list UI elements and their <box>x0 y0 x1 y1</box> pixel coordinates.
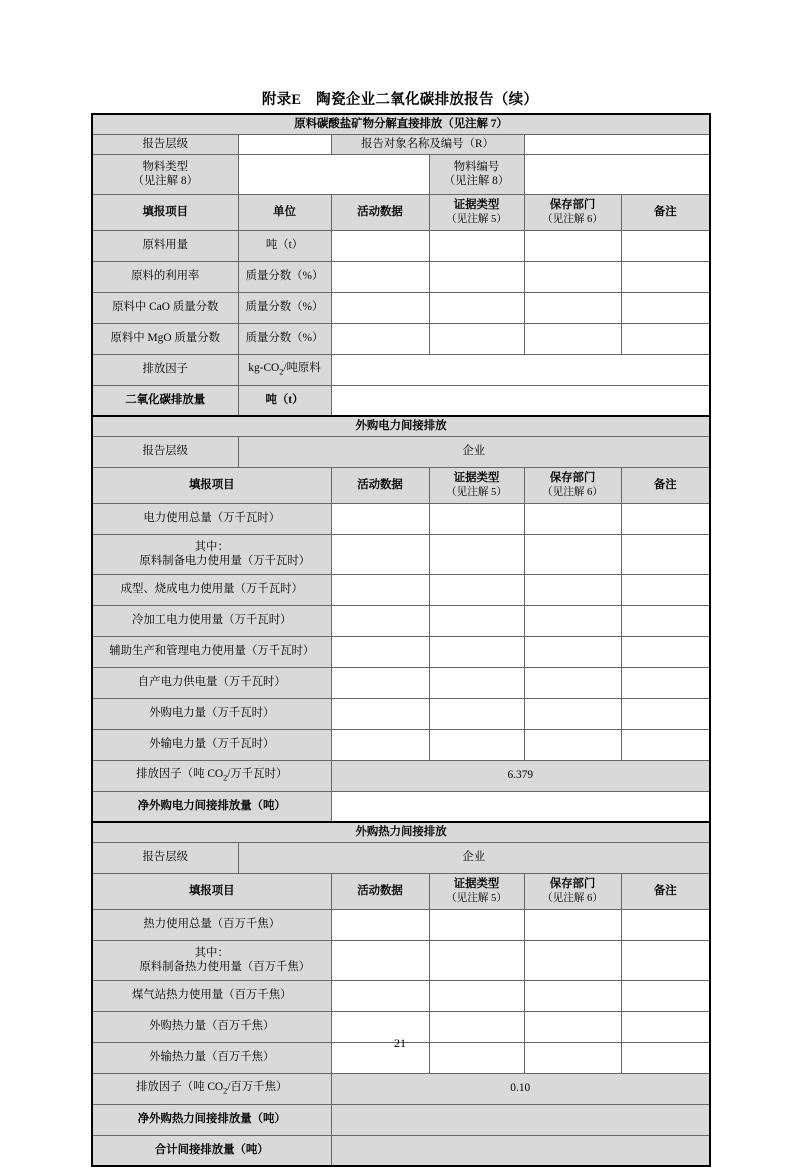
header-evidence-type-text: 证据类型 <box>453 198 500 211</box>
table-row <box>92 636 710 667</box>
section3-report-level-row <box>92 842 710 873</box>
header-department-note: （见注解 6） <box>542 214 603 226</box>
table-row <box>92 909 710 940</box>
total-item-label: 二氧化碳排放量 <box>92 385 238 416</box>
page-title: 附录E 陶瓷企业二氧化碳排放报告（续） <box>261 92 539 108</box>
row-item-label: 煤气站热力使用量（百万千焦） <box>92 980 331 1011</box>
row-activity-input[interactable] <box>331 292 429 323</box>
page-number: 21 <box>394 1036 406 1050</box>
row-activity-input[interactable] <box>331 729 429 760</box>
section3-banner: 外购热力间接排放 <box>92 822 710 842</box>
row-unit-label: 质量分数（%） <box>238 323 331 354</box>
section2-report-level-row <box>92 436 710 467</box>
table-row <box>92 667 710 698</box>
row-item-label-line2: 原料制备电力使用量（万千瓦时） <box>139 555 311 568</box>
header-activity-data: 活动数据 <box>331 873 429 909</box>
header-evidence-type <box>429 873 524 909</box>
row-evidence-input[interactable] <box>429 574 524 605</box>
report-object-input[interactable] <box>524 134 710 154</box>
total-item-label: 净外购热力间接排放量（吨） <box>92 1104 331 1135</box>
material-code-label-line2: （见注解 8） <box>443 175 510 188</box>
section3-banner-row <box>92 822 710 842</box>
report-level-value[interactable]: 企业 <box>238 842 710 873</box>
row-department-input[interactable] <box>524 261 621 292</box>
row-evidence-input[interactable] <box>429 323 524 354</box>
section3-factor-row <box>92 1073 710 1104</box>
header-department-text: 保存部门 <box>549 198 596 211</box>
grand-total-item-label: 合计间接排放量（吨） <box>92 1135 331 1166</box>
row-item-label: 原料的利用率 <box>92 261 238 292</box>
row-evidence-input[interactable] <box>429 230 524 261</box>
header-department <box>524 194 621 230</box>
header-department-note: （见注解 6） <box>542 893 603 905</box>
header-evidence-type-note: （见注解 5） <box>446 487 507 499</box>
row-evidence-input[interactable] <box>429 292 524 323</box>
row-item-label: 外输热力量（百万千焦） <box>92 1042 331 1073</box>
row-remark-input[interactable] <box>621 230 710 261</box>
section3-grand-total-row <box>92 1135 710 1166</box>
row-department-input[interactable] <box>524 636 621 667</box>
table-row <box>92 729 710 760</box>
row-activity-input[interactable] <box>331 940 429 980</box>
row-item-label: 外输电力量（万千瓦时） <box>92 729 331 760</box>
table-row <box>92 534 710 574</box>
table-row <box>92 323 710 354</box>
factor-value: 6.379 <box>331 760 710 791</box>
header-remark: 备注 <box>621 194 710 230</box>
row-department-input[interactable] <box>524 667 621 698</box>
header-evidence-type <box>429 194 524 230</box>
row-evidence-input[interactable] <box>429 940 524 980</box>
table-row <box>92 940 710 980</box>
row-activity-input[interactable] <box>331 261 429 292</box>
row-item-label: 热力使用总量（百万千焦） <box>92 909 331 940</box>
table-row <box>92 605 710 636</box>
header-activity-data: 活动数据 <box>331 194 429 230</box>
section1-report-level-row <box>92 134 710 154</box>
factor-value: 0.10 <box>331 1073 710 1104</box>
row-remark-input[interactable] <box>621 605 710 636</box>
section2-factor-row <box>92 760 710 791</box>
row-evidence-input[interactable] <box>429 980 524 1011</box>
header-evidence-type-text: 证据类型 <box>453 877 500 890</box>
section2-header-row <box>92 467 710 503</box>
header-activity-data: 活动数据 <box>331 467 429 503</box>
row-remark-input[interactable] <box>621 636 710 667</box>
section1-total-row <box>92 385 710 416</box>
factor-item-subscript: 2 <box>223 773 228 783</box>
row-evidence-input[interactable] <box>429 605 524 636</box>
row-remark-input[interactable] <box>621 503 710 534</box>
table-row <box>92 980 710 1011</box>
row-item-label: 自产电力供电量（万千瓦时） <box>92 667 331 698</box>
row-item-label: 成型、烧成电力使用量（万千瓦时） <box>92 574 331 605</box>
section1-header-row <box>92 194 710 230</box>
row-activity-input[interactable] <box>331 667 429 698</box>
row-remark-input[interactable] <box>621 323 710 354</box>
factor-value-input[interactable] <box>331 354 710 385</box>
section1-factor-row <box>92 354 710 385</box>
section1-banner: 原料碳酸盐矿物分解直接排放（见注解 7） <box>92 114 710 134</box>
total-item-label: 净外购电力间接排放量（吨） <box>92 791 331 822</box>
header-department-text: 保存部门 <box>549 877 596 890</box>
section1-material-row <box>92 154 710 194</box>
total-unit-label: 吨（t） <box>238 385 331 416</box>
header-item: 填报项目 <box>92 467 331 503</box>
row-department-input[interactable] <box>524 909 621 940</box>
row-department-input[interactable] <box>524 729 621 760</box>
header-evidence-type-note: （见注解 5） <box>446 893 507 905</box>
row-item-label: 冷加工电力使用量（万千瓦时） <box>92 605 331 636</box>
row-department-input[interactable] <box>524 292 621 323</box>
row-item-label-line1: 其中： <box>194 540 229 553</box>
header-unit: 单位 <box>238 194 331 230</box>
row-evidence-input[interactable] <box>429 909 524 940</box>
row-activity-input[interactable] <box>331 909 429 940</box>
factor-item-suffix: /百万千焦） <box>227 1081 288 1094</box>
row-department-input[interactable] <box>524 230 621 261</box>
row-item-label-line2: 原料制备热力使用量（百万千焦） <box>139 961 311 974</box>
table-row <box>92 503 710 534</box>
section3-header-row <box>92 873 710 909</box>
row-evidence-input[interactable] <box>429 729 524 760</box>
header-remark: 备注 <box>621 873 710 909</box>
row-activity-input[interactable] <box>331 503 429 534</box>
row-activity-input[interactable] <box>331 698 429 729</box>
row-remark-input[interactable] <box>621 729 710 760</box>
factor-item-suffix: /万千瓦时） <box>227 768 288 781</box>
row-remark-input[interactable] <box>621 574 710 605</box>
row-item-label: 原料用量 <box>92 230 238 261</box>
material-type-label-line1: 物料类型 <box>142 160 189 173</box>
header-department <box>524 873 621 909</box>
row-department-input[interactable] <box>524 503 621 534</box>
factor-unit-subscript: 2 <box>279 367 284 377</box>
factor-unit-suffix: /吨原料 <box>283 362 321 375</box>
row-item-label: 原料中 CaO 质量分数 <box>92 292 238 323</box>
row-activity-input[interactable] <box>331 230 429 261</box>
material-code-label <box>429 154 524 194</box>
table-row <box>92 261 710 292</box>
row-department-input[interactable] <box>524 574 621 605</box>
row-evidence-input[interactable] <box>429 261 524 292</box>
row-item-label <box>92 940 331 980</box>
row-evidence-input[interactable] <box>429 667 524 698</box>
section2-banner-row <box>92 416 710 436</box>
factor-item-prefix: 排放因子（吨 CO <box>136 1081 224 1094</box>
row-evidence-input[interactable] <box>429 636 524 667</box>
material-type-label <box>92 154 238 194</box>
row-department-input[interactable] <box>524 605 621 636</box>
row-remark-input[interactable] <box>621 698 710 729</box>
header-evidence-type-note: （见注解 5） <box>446 214 507 226</box>
total-value-input[interactable] <box>331 385 710 416</box>
header-item: 填报项目 <box>92 194 238 230</box>
row-item-label: 原料中 MgO 质量分数 <box>92 323 238 354</box>
header-department-note: （见注解 6） <box>542 487 603 499</box>
section2-total-row <box>92 791 710 822</box>
header-department <box>524 467 621 503</box>
grand-total-value-input[interactable] <box>331 1135 710 1166</box>
material-type-input[interactable] <box>238 154 429 194</box>
row-item-label: 电力使用总量（万千瓦时） <box>92 503 331 534</box>
factor-unit-label <box>238 354 331 385</box>
row-department-input[interactable] <box>524 980 621 1011</box>
factor-unit-prefix: kg-CO <box>248 362 280 375</box>
row-remark-input[interactable] <box>621 667 710 698</box>
factor-item-label <box>92 760 331 791</box>
report-level-label: 报告层级 <box>92 436 238 467</box>
row-activity-input[interactable] <box>331 605 429 636</box>
row-evidence-input[interactable] <box>429 534 524 574</box>
header-evidence-type-text: 证据类型 <box>453 471 500 484</box>
row-item-label <box>92 534 331 574</box>
form-table <box>91 113 711 1167</box>
material-type-label-line2: （见注解 8） <box>132 175 198 188</box>
material-code-input[interactable] <box>524 154 710 194</box>
header-department-text: 保存部门 <box>549 471 596 484</box>
header-item: 填报项目 <box>92 873 331 909</box>
total-value-input[interactable] <box>331 791 710 822</box>
row-remark-input[interactable] <box>621 980 710 1011</box>
row-activity-input[interactable] <box>331 980 429 1011</box>
row-department-input[interactable] <box>524 698 621 729</box>
row-remark-input[interactable] <box>621 909 710 940</box>
row-activity-input[interactable] <box>331 636 429 667</box>
header-remark: 备注 <box>621 467 710 503</box>
section2-banner: 外购电力间接排放 <box>92 416 710 436</box>
factor-item-prefix: 排放因子（吨 CO <box>136 768 224 781</box>
report-level-label: 报告层级 <box>92 134 238 154</box>
table-row <box>92 574 710 605</box>
row-evidence-input[interactable] <box>429 698 524 729</box>
row-item-label-line1: 其中： <box>194 946 229 959</box>
row-department-input[interactable] <box>524 940 621 980</box>
row-item-label: 外购电力量（万千瓦时） <box>92 698 331 729</box>
row-activity-input[interactable] <box>331 574 429 605</box>
table-row <box>92 292 710 323</box>
row-activity-input[interactable] <box>331 534 429 574</box>
report-level-value[interactable]: 企业 <box>238 436 710 467</box>
row-remark-input[interactable] <box>621 534 710 574</box>
section1-banner-row <box>92 114 710 134</box>
factor-item-label <box>92 1073 331 1104</box>
factor-item-label: 排放因子 <box>92 354 238 385</box>
report-level-label: 报告层级 <box>92 842 238 873</box>
report-level-input[interactable] <box>238 134 331 154</box>
material-code-label-line1: 物料编号 <box>453 160 500 173</box>
row-remark-input[interactable] <box>621 292 710 323</box>
row-remark-input[interactable] <box>621 261 710 292</box>
header-evidence-type <box>429 467 524 503</box>
row-unit-label: 质量分数（%） <box>238 261 331 292</box>
row-unit-label: 吨（t） <box>238 230 331 261</box>
row-activity-input[interactable] <box>331 323 429 354</box>
table-row <box>92 230 710 261</box>
table-row <box>92 698 710 729</box>
emission-report-form <box>91 113 709 1167</box>
row-remark-input[interactable] <box>621 940 710 980</box>
report-object-label: 报告对象名称及编号（R） <box>331 134 524 154</box>
factor-item-subscript: 2 <box>223 1086 228 1096</box>
row-department-input[interactable] <box>524 323 621 354</box>
row-unit-label: 质量分数（%） <box>238 292 331 323</box>
row-department-input[interactable] <box>524 534 621 574</box>
row-item-label: 外购热力量（百万千焦） <box>92 1011 331 1042</box>
row-item-label: 辅助生产和管理电力使用量（万千瓦时） <box>92 636 331 667</box>
row-evidence-input[interactable] <box>429 503 524 534</box>
